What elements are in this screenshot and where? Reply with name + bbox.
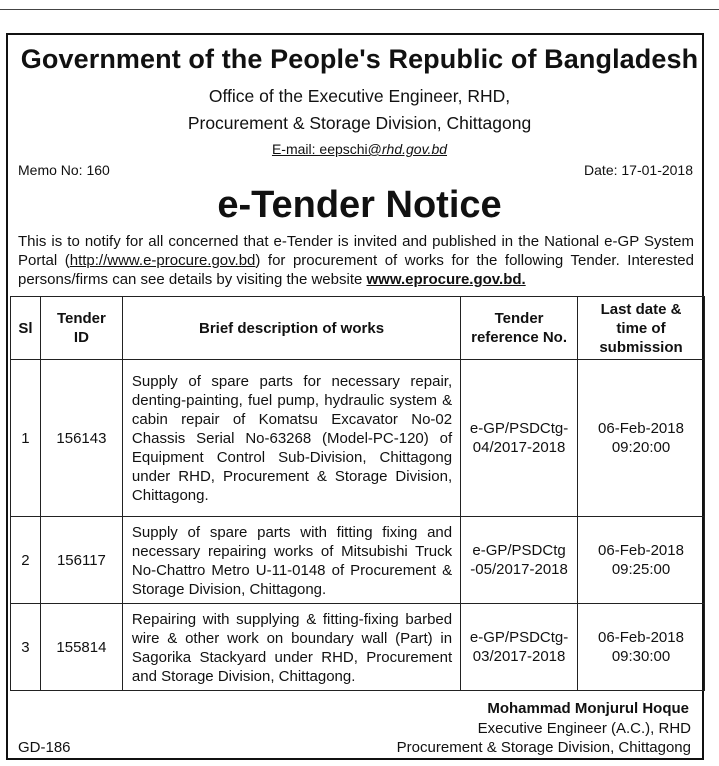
row-reference: e-GP/PSDCtg-04/2017-2018 (461, 360, 578, 517)
table-row (11, 517, 705, 604)
gd-code: GD-186 (18, 739, 71, 756)
row-deadline (578, 517, 705, 604)
top-rule (0, 9, 719, 10)
signatory-role: Executive Engineer (A.C.), RHD (477, 720, 691, 737)
division-name: Procurement & Storage Division, Chittagong (187, 113, 532, 133)
government-heading: Government of the People's Republic of Bangladesh (20, 44, 699, 74)
header-tender-id: Tender ID (40, 297, 122, 360)
row-tender-id: 155814 (40, 604, 122, 691)
row-reference: e-GP/PSDCtg-03/2017-2018 (461, 604, 578, 691)
signatory-division: Procurement & Storage Division, Chittagong (396, 739, 691, 756)
header-sl: Sl (11, 297, 41, 360)
tender-table (10, 296, 705, 691)
website-link[interactable]: www.eprocure.gov.bd. (366, 271, 526, 288)
row-deadline-time: 09:20:00 (611, 439, 671, 456)
intro-text-2: ) for procurement of works for the following Tender. Interested persons/firms can see details by visiting the website (18, 252, 694, 288)
row-deadline-time: 09:30:00 (611, 648, 671, 665)
header-last-date: Last date & time of submission (578, 297, 705, 360)
signatory-name: Mohammad Monjurul Hoque (487, 700, 689, 717)
header-reference: Tender reference No. (461, 297, 578, 360)
table-row (11, 604, 705, 691)
notice-date: Date: 17-01-2018 (584, 162, 693, 178)
memo-number: Memo No: 160 (18, 162, 110, 178)
row-deadline (578, 360, 705, 517)
table-header-row (11, 297, 705, 360)
row-sl: 2 (11, 517, 41, 604)
table-row (11, 360, 705, 517)
row-description: Repairing with supplying & fitting-fixing barbed wire & other work on boundary wall (Part) in Sagorika Stackyard under RHD, Procurement and Storage Division, Chittagong. (122, 604, 460, 691)
row-sl: 3 (11, 604, 41, 691)
row-deadline-time: 09:25:00 (611, 561, 671, 578)
row-description: Supply of spare parts with fitting fixing and necessary repairing works of Mitsubishi Truck No-Chattro Metro U-11-0148 of Procurement & Storage Division, Chittagong. (122, 517, 460, 604)
row-reference: e-GP/PSDCtg -05/2017-2018 (461, 517, 578, 604)
row-deadline (578, 604, 705, 691)
row-sl: 1 (11, 360, 41, 517)
email-line[interactable] (0, 141, 719, 157)
intro-text-1: This is to notify for all concerned that e-Tender is invited and published in the National e-GP System Portal ( (18, 233, 694, 269)
office-name: Office of the Executive Engineer, RHD, (208, 86, 511, 106)
notice-title: e-Tender Notice (217, 184, 502, 226)
intro-paragraph (18, 232, 694, 289)
email-domain: rhd.gov.bd (381, 141, 448, 157)
portal-link[interactable]: http://www.e-procure.gov.bd (69, 252, 256, 269)
email-label: E-mail: eepschi@ (271, 141, 382, 157)
row-description: Supply of spare parts for necessary repair, denting-painting, fuel pump, hydraulic system & cabin repair of Komatsu Excavator No-02 Chassis Serial No-63268 (Model-PC-120) of Equipment Control Sub-Division, Chittagong under RHD, Procurement & Storage Division, Chittagong. (122, 360, 460, 517)
header-description: Brief description of works (122, 297, 460, 360)
row-tender-id: 156143 (40, 360, 122, 517)
row-deadline-date: 06-Feb-2018 (598, 420, 684, 437)
row-deadline-date: 06-Feb-2018 (598, 542, 684, 559)
row-deadline-date: 06-Feb-2018 (598, 629, 684, 646)
row-tender-id: 156117 (40, 517, 122, 604)
